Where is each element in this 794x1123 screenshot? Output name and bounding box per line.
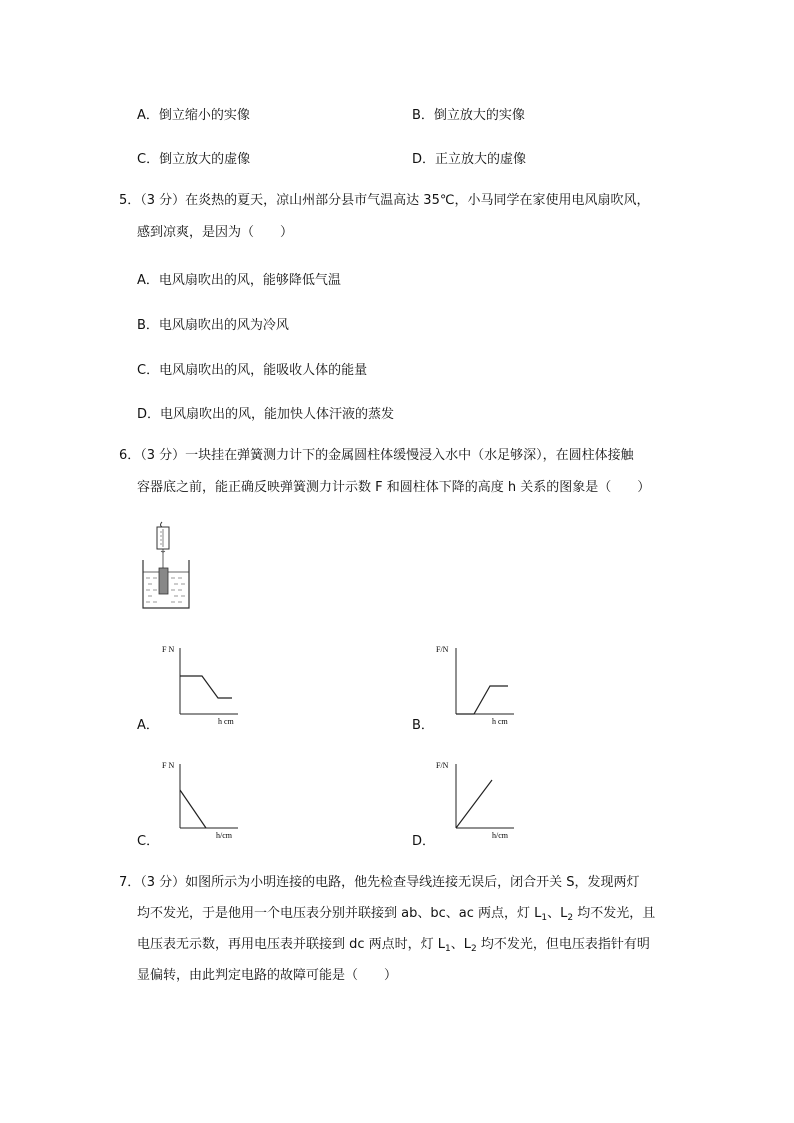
q7-stem-line3: 电压表无示数，再用电压表并联接到 dc 两点时，灯 $L_1$、$L_2$ 均不发光，但电压表指针有明: [137, 937, 650, 954]
graph-a-xlabel: h cm: [218, 717, 234, 726]
graph-d-ylabel: F/N: [436, 761, 449, 770]
q4-option-b: B．倒立放大的实像: [412, 108, 525, 123]
q7-stem-line2: 均不发光，于是他用一个电压表分别并联接到 ab、bc、ac 两点，灯 $L_1$、$L_2$ 均不发光，且: [137, 906, 656, 923]
q4-option-d: D．正立放大的虚像: [412, 152, 527, 167]
q5-option-a: A．电风扇吹出的风，能够降低气温: [137, 273, 341, 288]
graph-d-letter: D．: [412, 834, 436, 849]
graph-c-letter: C．: [137, 834, 160, 849]
q5-stem-line1: 5．（3 分）在炎热的夏天，凉山州部分县市气温高达 35℃，小马同学在家使用电风扇吹风，: [119, 193, 650, 208]
graph-a-ylabel: F N: [162, 645, 175, 654]
q5-option-b: B．电风扇吹出的风为冷风: [137, 318, 289, 333]
q5-option-c: C．电风扇吹出的风，能吸收人体的能量: [137, 363, 368, 378]
graph-option-d: [434, 756, 524, 846]
graph-option-c: [160, 756, 250, 846]
q5-stem-line2: 感到凉爽，是因为（ ）: [137, 225, 294, 240]
q6-stem-line1: 6．（3 分）一块挂在弹簧测力计下的金属圆柱体缓慢浸入水中（水足够深），在圆柱体接触: [119, 448, 634, 463]
graph-b-xlabel: h cm: [492, 717, 508, 726]
graph-c-xlabel: h/cm: [216, 831, 232, 840]
graph-option-b: [434, 640, 524, 730]
graph-a-letter: A．: [137, 718, 159, 733]
graph-option-a: [160, 640, 250, 730]
q7-stem-line4: 显偏转，由此判定电路的故障可能是（ ）: [137, 968, 398, 983]
q5-option-d: D．电风扇吹出的风，能加快人体汗液的蒸发: [137, 407, 395, 422]
spring-balance-apparatus-figure: [138, 520, 194, 610]
graph-b-letter: B．: [412, 718, 434, 733]
graph-b-ylabel: F/N: [436, 645, 449, 654]
q4-option-c: C．倒立放大的虚像: [137, 152, 251, 167]
graph-c-ylabel: F N: [162, 761, 175, 770]
q7-stem-line1: 7．（3 分）如图所示为小明连接的电路，他先检查导线连接无误后，闭合开关 S，发现两灯: [119, 875, 640, 890]
q4-option-a: A．倒立缩小的实像: [137, 108, 250, 123]
q6-stem-line2: 容器底之前，能正确反映弹簧测力计示数 F 和圆柱体下降的高度 h 关系的图象是（ ）: [137, 480, 651, 495]
graph-d-xlabel: h/cm: [492, 831, 508, 840]
